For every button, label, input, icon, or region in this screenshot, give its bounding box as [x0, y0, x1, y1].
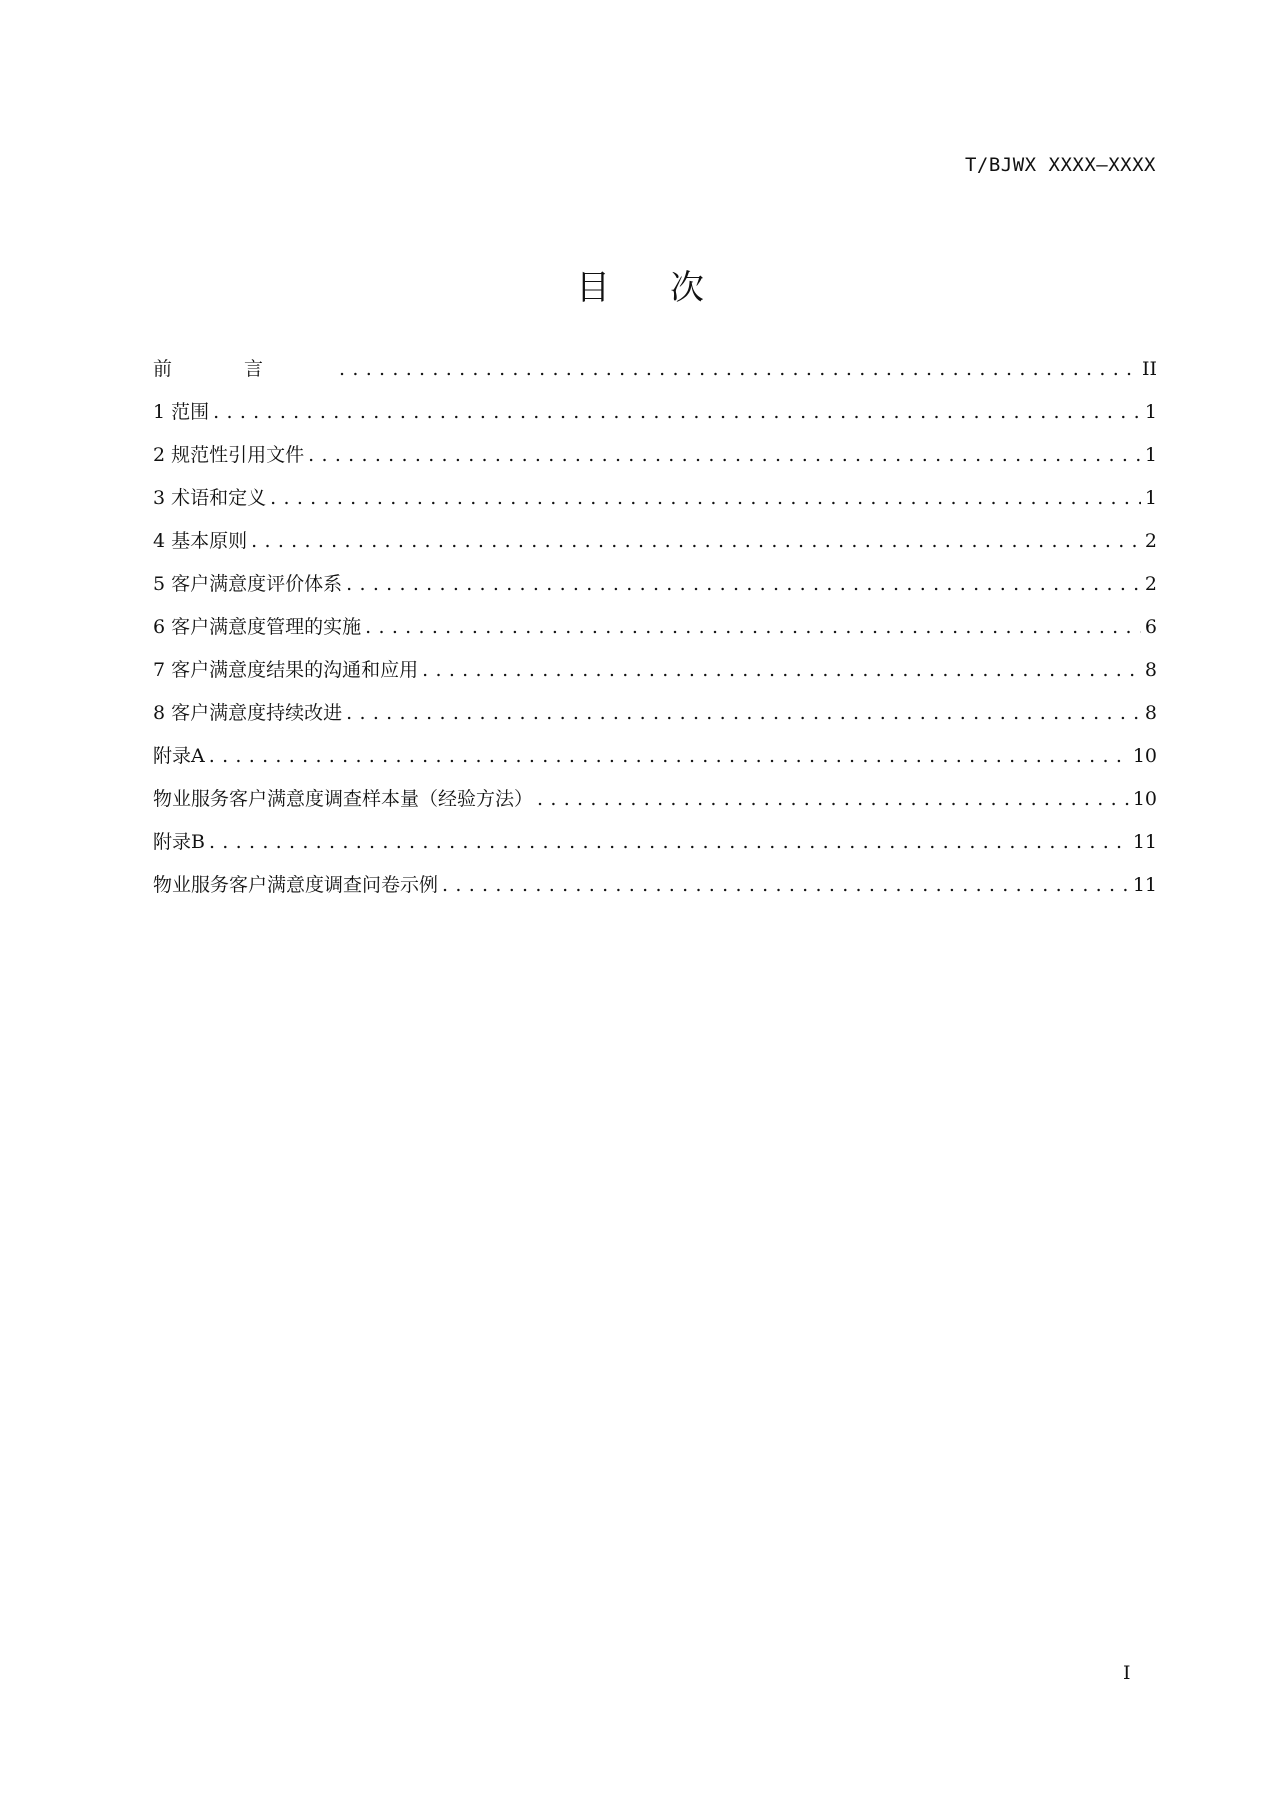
toc-entry[interactable]: [153, 440, 1157, 483]
toc-label: 7 客户满意度结果的沟通和应用: [153, 659, 419, 681]
toc-leader: [270, 487, 1141, 509]
toc-leader: [346, 573, 1141, 595]
toc-label: 3 术语和定义: [153, 487, 267, 509]
toc-entry[interactable]: [153, 827, 1157, 870]
toc-page: 2: [1144, 530, 1157, 552]
toc-leader: [346, 702, 1141, 724]
toc-page: 11: [1132, 874, 1157, 896]
toc-page: 1: [1144, 487, 1157, 509]
toc-leader: [422, 659, 1141, 681]
page-number: I: [1123, 1662, 1131, 1684]
toc-leader: [308, 444, 1141, 466]
toc-entry[interactable]: [153, 698, 1157, 741]
toc-page: 11: [1132, 831, 1157, 853]
toc-entry[interactable]: [153, 397, 1157, 440]
page-title: 目次: [576, 268, 764, 308]
toc-label: 8 客户满意度持续改进: [153, 702, 343, 724]
toc-leader: [213, 401, 1141, 423]
toc-label: 前言: [153, 358, 336, 380]
toc-leader: [442, 874, 1129, 896]
toc-entry[interactable]: [153, 870, 1157, 913]
toc-leader: [251, 530, 1141, 552]
toc-page: 1: [1144, 401, 1157, 423]
toc-entry[interactable]: [153, 741, 1157, 784]
toc-label: 物业服务客户满意度调查问卷示例: [153, 874, 439, 896]
toc-label: 1 范围: [153, 401, 210, 423]
toc-label: 附录B: [153, 831, 205, 853]
toc-label: 6 客户满意度管理的实施: [153, 616, 362, 638]
toc-page: II: [1141, 358, 1157, 380]
toc-leader: [209, 745, 1129, 767]
toc-entry[interactable]: [153, 612, 1157, 655]
toc-leader: [365, 616, 1141, 638]
toc-page: 8: [1144, 659, 1157, 681]
toc-page: 8: [1144, 702, 1157, 724]
toc-entry-foreword[interactable]: [153, 354, 1157, 397]
toc-page: 10: [1132, 788, 1157, 810]
toc-label: 5 客户满意度评价体系: [153, 573, 343, 595]
table-of-contents: [153, 354, 1157, 913]
toc-entry[interactable]: [153, 526, 1157, 569]
toc-leader: [339, 358, 1138, 380]
toc-entry[interactable]: [153, 784, 1157, 827]
toc-label: 4 基本原则: [153, 530, 248, 552]
toc-page: 2: [1144, 573, 1157, 595]
toc-label: 2 规范性引用文件: [153, 444, 305, 466]
toc-page: 10: [1132, 745, 1157, 767]
toc-entry[interactable]: [153, 569, 1157, 612]
toc-label: 附录A: [153, 745, 205, 767]
toc-label: 物业服务客户满意度调查样本量（经验方法）: [153, 788, 534, 810]
document-code: T/BJWX XXXX—XXXX: [964, 154, 1156, 176]
toc-page: 6: [1144, 616, 1157, 638]
toc-leader: [537, 788, 1129, 810]
toc-entry[interactable]: [153, 655, 1157, 698]
toc-entry[interactable]: [153, 483, 1157, 526]
toc-leader: [209, 831, 1129, 853]
toc-page: 1: [1144, 444, 1157, 466]
